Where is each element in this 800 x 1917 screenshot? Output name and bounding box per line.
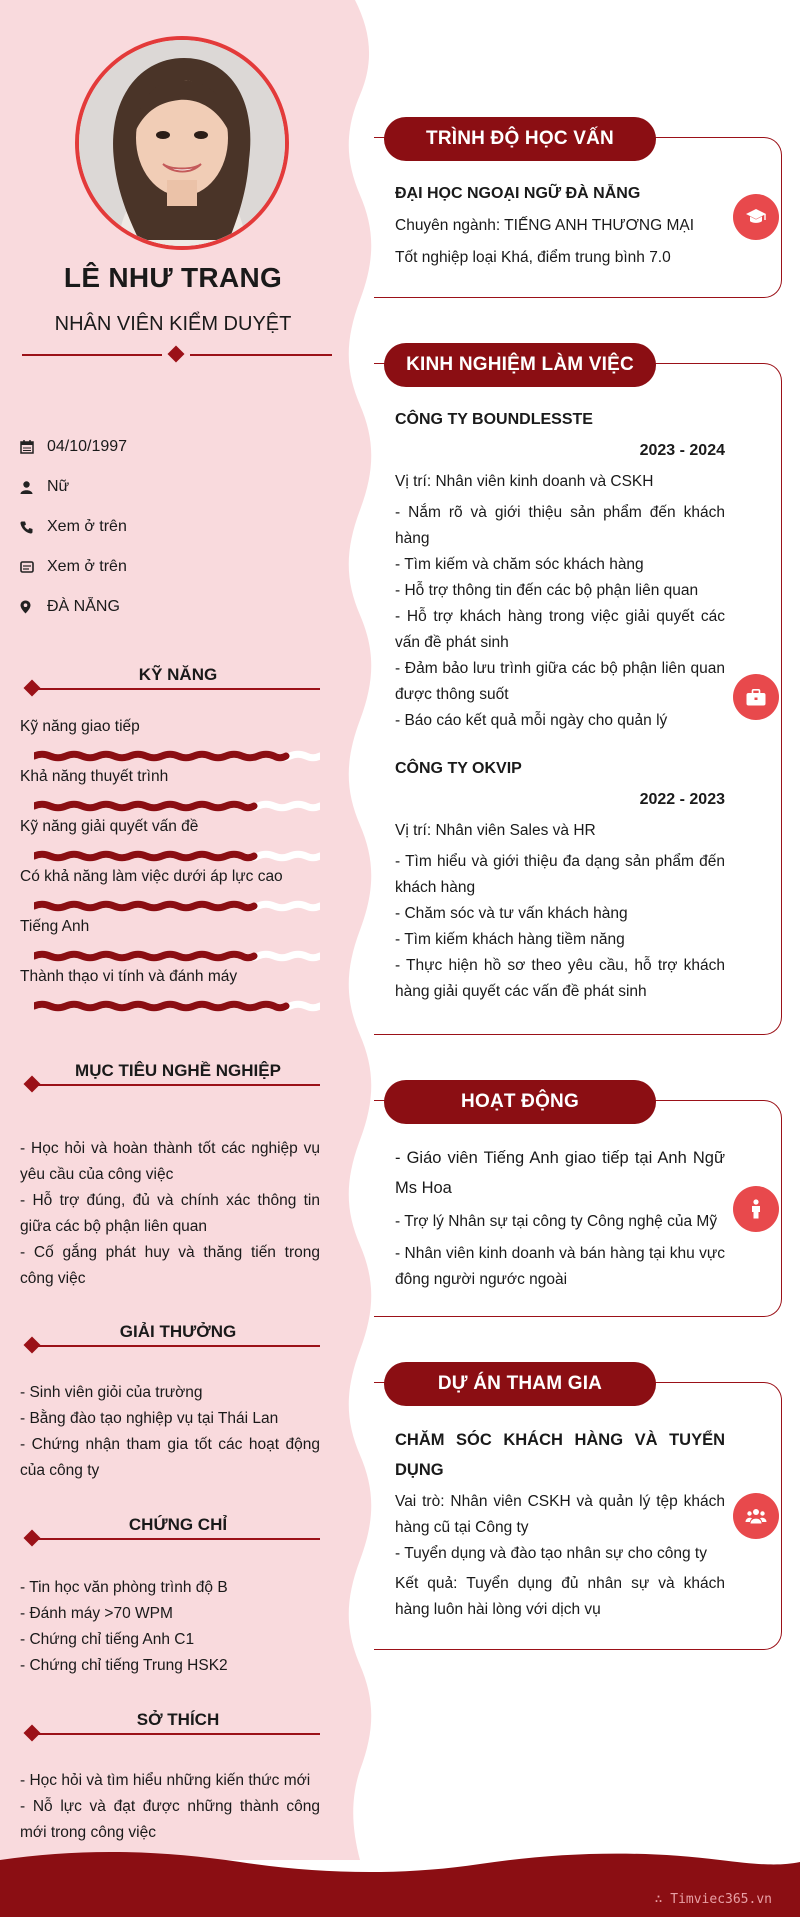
skill-level-fill: [34, 754, 286, 758]
name-divider: [22, 348, 332, 362]
skill-label: Tiếng Anh: [20, 918, 90, 935]
job-duty: - Tìm kiếm và chăm sóc khách hàng: [395, 556, 644, 573]
job-duty: - Tìm hiểu và giới thiệu đa dạng sản phẩm đến khách hàng: [395, 853, 725, 896]
objective-text: [20, 1136, 320, 1292]
skill-label: Khả năng thuyết trình: [20, 768, 169, 785]
awards-text: [20, 1380, 320, 1484]
certificate-line: - Chứng chỉ tiếng Anh C1: [20, 1631, 195, 1648]
projects-title: DỰ ÁN THAM GIA: [384, 1362, 656, 1406]
activities-title: HOẠT ĐỘNG: [384, 1080, 656, 1124]
projects-body: [395, 1425, 725, 1623]
skills-heading: [22, 665, 320, 700]
skill-level-fill: [34, 954, 254, 958]
job-period: 2023 - 2024: [639, 442, 725, 459]
project-name: CHĂM SÓC KHÁCH HÀNG VÀ TUYỂN DỤNG: [395, 1431, 725, 1479]
objective-line: - Học hỏi và hoàn thành tốt các nghiệp vụ yêu cầu của công việc: [20, 1140, 320, 1183]
objective-line: - Hỗ trợ đúng, đủ và chính xác thông tin giữa các bộ phận liên quan: [20, 1192, 320, 1235]
email-value: Xem ở trên: [47, 558, 127, 575]
skill-label: Thành thạo vi tính và đánh máy: [20, 968, 238, 985]
envelope-icon: [20, 561, 47, 573]
activities-body: [395, 1143, 725, 1293]
skill-level-bar: [34, 949, 320, 963]
hobby-line: - Nỗ lực và đạt được những thành công mới trong công việc: [20, 1798, 320, 1841]
education-school: ĐẠI HỌC NGOẠI NGỮ ĐÀ NẴNG: [395, 185, 641, 202]
avatar-photo: [79, 40, 285, 246]
hobbies-heading: [22, 1710, 320, 1745]
activity-line: - Trợ lý Nhân sự tại công ty Công nghệ của Mỹ: [395, 1213, 718, 1230]
job-duty: - Chăm sóc và tư vấn khách hàng: [395, 905, 628, 922]
awards-line: - Sinh viên giỏi của trường: [20, 1384, 203, 1401]
awards-line: - Bằng đào tạo nghiệp vụ tại Thái Lan: [20, 1410, 279, 1427]
skill-level-bar: [34, 749, 320, 763]
certificates-title: CHỨNG CHỈ: [121, 1515, 235, 1534]
address-value: ĐÀ NẴNG: [47, 598, 120, 615]
gender-row: [20, 475, 69, 499]
phone-value: Xem ở trên: [47, 518, 127, 535]
job-duty: - Tìm kiếm khách hàng tiềm năng: [395, 931, 625, 948]
job-duty: - Đảm bảo lưu trình giữa các bộ phận liên quan được thông suốt: [395, 660, 725, 703]
map-pin-icon: [20, 600, 47, 614]
certificate-line: - Tin học văn phòng trình độ B: [20, 1579, 228, 1596]
certificates-text: [20, 1575, 320, 1679]
avatar: [75, 36, 289, 250]
activity-line: - Giáo viên Tiếng Anh giao tiếp tại Anh Ngữ Ms Hoa: [395, 1149, 725, 1197]
job-period: 2022 - 2023: [639, 791, 725, 808]
education-body: [395, 181, 725, 271]
project-task: - Tuyển dụng và đào tạo nhân sự cho công ty: [395, 1545, 707, 1562]
hobbies-title: SỞ THÍCH: [129, 1710, 228, 1729]
job-duty: - Nắm rõ và giới thiệu sản phẩm đến khách hàng: [395, 504, 725, 547]
job-position: Vị trí: Nhân viên Sales và HR: [395, 822, 596, 839]
user-icon: [20, 481, 47, 494]
objective-heading: [22, 1061, 320, 1096]
calendar-icon: [20, 440, 47, 454]
job-duty: - Báo cáo kết quả mỗi ngày cho quản lý: [395, 712, 668, 729]
awards-line: - Chứng nhận tham gia tốt các hoạt động của công ty: [20, 1436, 320, 1479]
education-major: Chuyên ngành: TIẾNG ANH THƯƠNG MẠI: [395, 217, 695, 234]
skill-level-fill: [34, 904, 254, 908]
education-result: Tốt nghiệp loại Khá, điểm trung bình 7.0: [395, 249, 671, 266]
skill-label: Kỹ năng giải quyết vấn đề: [20, 818, 199, 835]
skill-label: Có khả năng làm việc dưới áp lực cao: [20, 868, 283, 885]
skills-title: KỸ NĂNG: [131, 665, 225, 684]
skill-label: Kỹ năng giao tiếp: [20, 718, 140, 735]
job-duty: - Thực hiện hồ sơ theo yêu cầu, hỗ trợ khách hàng giải quyết các vấn đề phát sinh: [395, 957, 725, 1000]
job-position: Vị trí: Nhân viên kinh doanh và CSKH: [395, 473, 654, 490]
skill-level-fill: [34, 854, 254, 858]
briefcase-icon: [733, 674, 779, 720]
birthday-value: 04/10/1997: [47, 438, 128, 455]
skill-level-bar: [34, 849, 320, 863]
project-result: Kết quả: Tuyển dụng đủ nhân sự và khách hàng luôn hài lòng với dịch vụ: [395, 1575, 725, 1618]
experience-title: KINH NGHIỆM LÀM VIỆC: [384, 343, 656, 387]
job-duty: - Hỗ trợ khách hàng trong việc giải quyết các vấn đề phát sinh: [395, 608, 725, 651]
group-icon: [733, 1493, 779, 1539]
job-duty: - Hỗ trợ thông tin đến các bộ phận liên quan: [395, 582, 699, 599]
phone-icon: [20, 521, 47, 534]
left-column: [0, 0, 360, 1850]
skill-level-bar: [34, 999, 320, 1013]
objective-title: MỤC TIÊU NGHỀ NGHIỆP: [67, 1061, 289, 1080]
project-role: Vai trò: Nhân viên CSKH và quản lý tệp khách hàng cũ tại Công ty: [395, 1493, 725, 1536]
email-row: [20, 555, 127, 579]
job-company: CÔNG TY BOUNDLESSTE: [395, 411, 593, 428]
address-row: [20, 595, 120, 619]
skill-level-bar: [34, 799, 320, 813]
certificates-heading: [22, 1515, 320, 1550]
graduation-cap-icon: [733, 194, 779, 240]
skill-level-fill: [34, 1004, 286, 1008]
hobbies-text: [20, 1768, 320, 1846]
education-title: TRÌNH ĐỘ HỌC VẤN: [384, 117, 656, 161]
hobby-line: - Học hỏi và tìm hiểu những kiến thức mới: [20, 1772, 311, 1789]
awards-title: GIẢI THƯỞNG: [112, 1322, 244, 1341]
awards-heading: [22, 1322, 320, 1357]
certificate-line: - Chứng chỉ tiếng Trung HSK2: [20, 1657, 228, 1674]
candidate-job-title: NHÂN VIÊN KIỂM DUYỆT: [54, 313, 292, 335]
objective-line: - Cố gắng phát huy và thăng tiến trong công việc: [20, 1244, 320, 1287]
phone-row: [20, 515, 127, 539]
birthday-row: [20, 435, 127, 459]
candidate-name: LÊ NHƯ TRANG: [63, 262, 283, 293]
skill-level-fill: [34, 804, 254, 808]
certificate-line: - Đánh máy >70 WPM: [20, 1605, 173, 1622]
experience-body: [395, 407, 725, 1005]
gender-value: Nữ: [47, 478, 70, 495]
person-icon: [733, 1186, 779, 1232]
skill-level-bar: [34, 899, 320, 913]
footer: [0, 1850, 800, 1917]
watermark: ∴ Timviec365.vn: [654, 1892, 772, 1907]
job-company: CÔNG TY OKVIP: [395, 760, 522, 777]
activity-line: - Nhân viên kinh doanh và bán hàng tại khu vực đông người ngước ngoài: [395, 1245, 725, 1288]
